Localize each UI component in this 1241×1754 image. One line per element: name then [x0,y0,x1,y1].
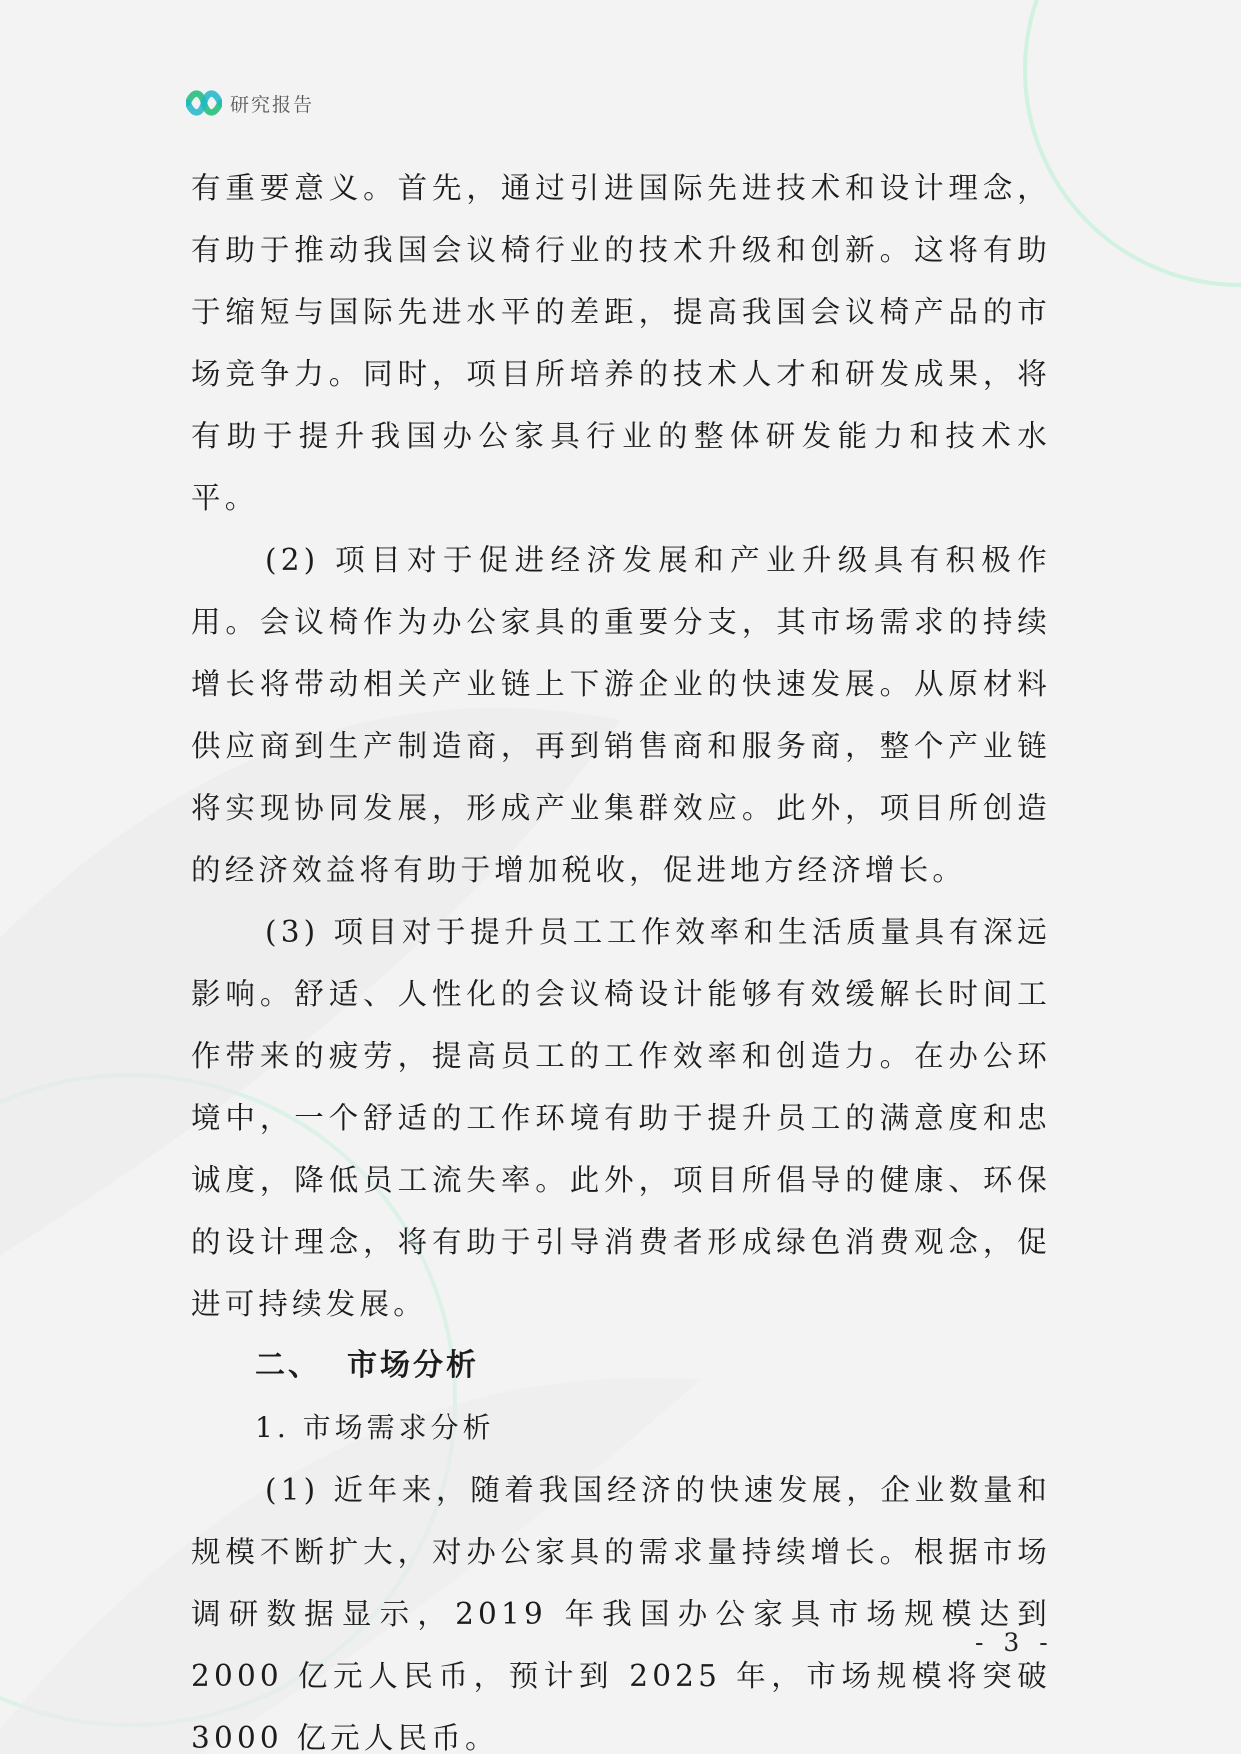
section-number: 二、 [255,1348,321,1383]
corner-arc [1025,0,1241,285]
brand-logo-icon [186,88,222,118]
section-heading [191,1335,1051,1397]
section-title: 市场分析 [347,1348,479,1383]
paragraph-economic-development: (2) 项目对于促进经济发展和产业升级具有积极作用。会议椅作为办公家具的重要分支，其市场需求的持续增长将带动相关产业链上下游企业的快速发展。从原材料供应商到生产制造商，再到销售商和服务商，整个产业链将实现协同发展，形成产业集群效应。此外，项目所创造的经济效益将有助于增加税收，促进地方经济增长。 [191,543,1051,887]
paragraph-employee-efficiency: (3) 项目对于提升员工工作效率和生活质量具有深远影响。舒适、人性化的会议椅设计能够有效缓解长时间工作带来的疲劳，提高员工的工作效率和创造力。在办公环境中，一个舒适的工作环境有助于提升员工的满意度和忠诚度，降低员工流失率。此外，项目所倡导的健康、环保的设计理念，将有助于引导消费者形成绿色消费观念，促进可持续发展。 [191,915,1051,1321]
header-label: 研究报告 [230,93,315,116]
document-body [191,157,1051,1754]
subsection-heading: 1. 市场需求分析 [255,1411,495,1444]
page-header [186,88,314,118]
paragraph-market-demand: (1) 近年来，随着我国经济的快速发展，企业数量和规模不断扩大，对办公家具的需求量持续增长。根据市场调研数据显示，2019 年我国办公家具市场规模达到 2000 亿元人民币，预计到 2025 年，市场规模将突破 3000 亿元人民币。 [191,1473,1051,1754]
paragraph-significance: 有重要意义。首先，通过引进国际先进技术和设计理念，有助于推动我国会议椅行业的技术升级和创新。这将有助于缩短与国际先进水平的差距，提高我国会议椅产品的市场竞争力。同时，项目所培养的技术人才和研发成果，将有助于提升我国办公家具行业的整体研发能力和技术水平。 [191,171,1051,515]
page-number: - 3 - [975,1628,1054,1657]
